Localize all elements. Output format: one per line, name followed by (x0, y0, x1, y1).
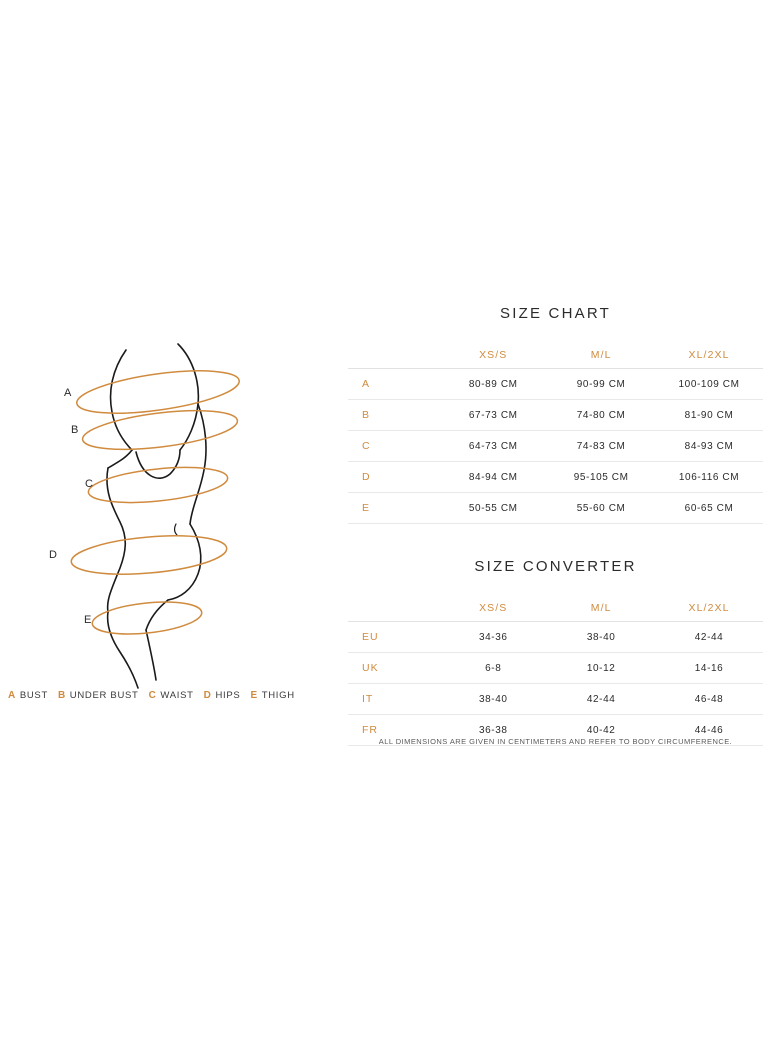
size-chart-row-key-e: E (348, 493, 439, 524)
size-chart-row-key-b: B (348, 400, 439, 431)
size-converter-col-3: XL/2XL (655, 595, 763, 622)
size-chart-col-3: XL/2XL (655, 342, 763, 369)
body-figure-illustration (8, 300, 328, 700)
size-chart-row-key-c: C (348, 431, 439, 462)
legend-item-thigh (250, 690, 294, 701)
table-row (348, 462, 763, 493)
table-row (348, 400, 763, 431)
size-chart-cell-a-ml: 90-99 CM (547, 369, 655, 400)
legend-key-e: E (250, 690, 258, 701)
size-converter-cell-uk-ml: 10-12 (547, 653, 655, 684)
table-header-row (348, 595, 763, 622)
size-chart-cell-a-xl2xl: 100-109 CM (655, 369, 763, 400)
size-chart-cell-c-ml: 74-83 CM (547, 431, 655, 462)
size-converter-cell-it-xss: 38-40 (439, 684, 547, 715)
size-converter-cell-it-ml: 42-44 (547, 684, 655, 715)
legend-key-b: B (57, 690, 66, 701)
tables-area (348, 305, 763, 746)
size-chart-cell-b-xss: 67-73 CM (439, 400, 547, 431)
table-row (348, 431, 763, 462)
table-row (348, 369, 763, 400)
legend-label-under-bust: UNDER BUST (69, 690, 139, 701)
size-converter-cell-uk-xl2xl: 14-16 (655, 653, 763, 684)
section-spacer (348, 524, 763, 558)
legend-label-hips: HIPS (215, 690, 241, 701)
size-converter-col-1: XS/S (439, 595, 547, 622)
size-chart-cell-d-xss: 84-94 CM (439, 462, 547, 493)
table-row (348, 622, 763, 653)
size-converter-cell-eu-xl2xl: 42-44 (655, 622, 763, 653)
size-chart-col-0 (348, 342, 439, 369)
legend-key-a: A (8, 690, 16, 701)
figure-marker-e: E (84, 614, 92, 626)
size-chart-title: SIZE CHART (500, 305, 611, 322)
legend-key-d: D (203, 690, 212, 701)
size-chart-row-key-a: A (348, 369, 439, 400)
legend-item-under-bust (58, 690, 139, 701)
size-converter-row-key-eu: EU (348, 622, 439, 653)
size-chart-col-1: XS/S (439, 342, 547, 369)
size-chart-cell-d-xl2xl: 106-116 CM (655, 462, 763, 493)
figure-marker-a: A (64, 387, 72, 399)
size-chart-cell-c-xss: 64-73 CM (439, 431, 547, 462)
legend-key-c: C (148, 690, 157, 701)
legend-label-waist: WAIST (160, 690, 194, 701)
size-converter-col-0 (348, 595, 439, 622)
size-chart-cell-a-xss: 80-89 CM (439, 369, 547, 400)
size-chart-cell-e-xss: 50-55 CM (439, 493, 547, 524)
table-row (348, 684, 763, 715)
figure-marker-b: B (71, 424, 79, 436)
size-converter-cell-fr-xss: 36-38 (439, 715, 547, 746)
size-chart-row-key-d: D (348, 462, 439, 493)
figure-marker-c: C (85, 478, 94, 490)
table-row (348, 653, 763, 684)
size-converter-row-key-fr: FR (348, 715, 439, 746)
size-chart-cell-b-xl2xl: 81-90 CM (655, 400, 763, 431)
size-converter-table (348, 595, 763, 746)
size-converter-col-2: M/L (547, 595, 655, 622)
size-converter-row-key-uk: UK (348, 653, 439, 684)
size-chart-cell-c-xl2xl: 84-93 CM (655, 431, 763, 462)
size-chart-col-2: M/L (547, 342, 655, 369)
size-converter-cell-eu-xss: 34-36 (439, 622, 547, 653)
size-converter-row-key-it: IT (348, 684, 439, 715)
size-converter-cell-eu-ml: 38-40 (547, 622, 655, 653)
size-chart-cell-d-ml: 95-105 CM (547, 462, 655, 493)
legend-item-bust (8, 690, 48, 701)
size-converter-cell-it-xl2xl: 46-48 (655, 684, 763, 715)
size-chart-cell-e-ml: 55-60 CM (547, 493, 655, 524)
legend-label-bust: BUST (19, 690, 48, 701)
body-figure (8, 300, 328, 720)
size-converter-cell-fr-ml: 40-42 (547, 715, 655, 746)
size-converter-cell-fr-xl2xl: 44-46 (655, 715, 763, 746)
size-converter-title: SIZE CONVERTER (474, 558, 637, 575)
size-chart-cell-e-xl2xl: 60-65 CM (655, 493, 763, 524)
size-chart-cell-b-ml: 74-80 CM (547, 400, 655, 431)
footnote: ALL DIMENSIONS ARE GIVEN IN CENTIMETERS AND REFER TO BODY CIRCUMFERENCE. (378, 737, 733, 746)
table-row (348, 493, 763, 524)
table-header-row (348, 342, 763, 369)
size-chart-table (348, 342, 763, 524)
figure-marker-d: D (49, 549, 58, 561)
legend-item-waist (149, 690, 194, 701)
figure-legend (8, 690, 338, 701)
size-converter-cell-uk-xss: 6-8 (439, 653, 547, 684)
legend-item-hips (204, 690, 241, 701)
legend-label-thigh: THIGH (261, 690, 295, 701)
